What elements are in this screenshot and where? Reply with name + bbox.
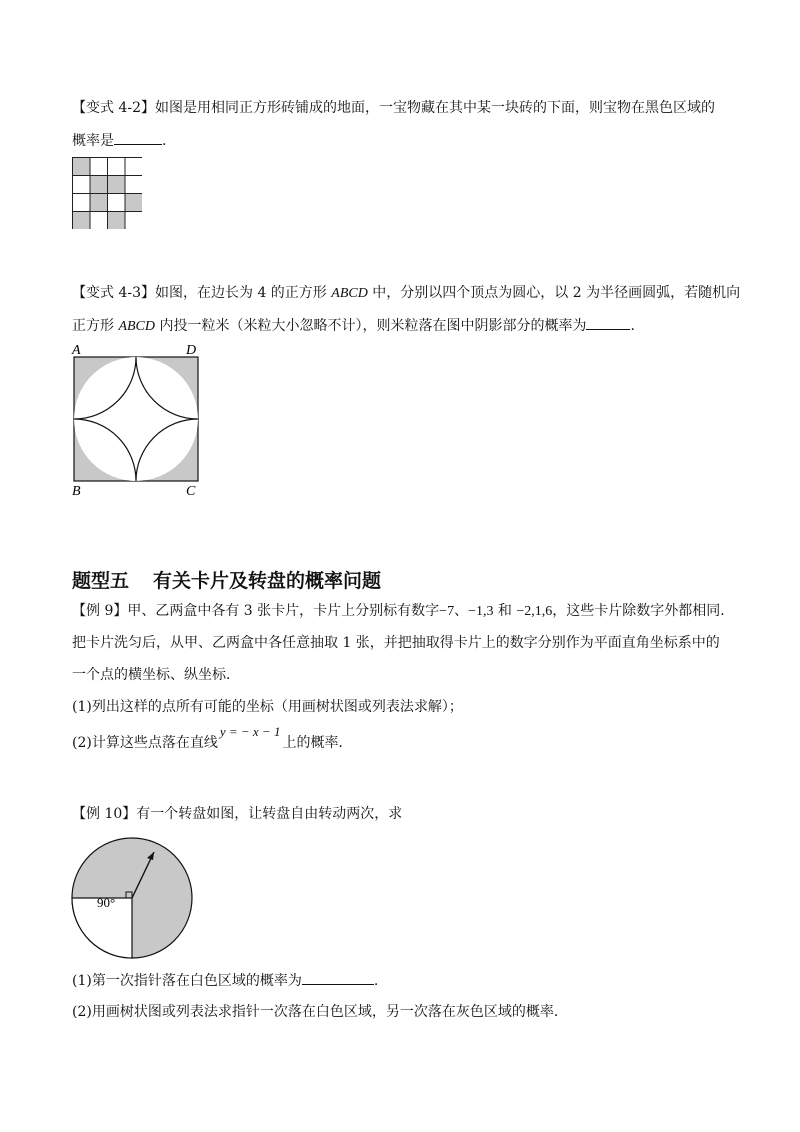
- label-c: C: [186, 484, 196, 498]
- example-10-tag: 【例 10】: [72, 806, 137, 822]
- spinner-figure: [70, 836, 194, 960]
- answer-blank: [114, 130, 162, 145]
- example-10-text: 有一个转盘如图，让转盘自由转动两次，求: [136, 806, 403, 822]
- shaded-tile: [90, 194, 108, 212]
- white-tile: [125, 176, 142, 194]
- variant-4-2-line1: [72, 98, 715, 118]
- white-tile: [90, 212, 108, 230]
- shaded-tile: [125, 194, 142, 212]
- section-title: 有关卡片及转盘的概率问题: [153, 570, 382, 592]
- tile-grid-figure: [72, 157, 142, 229]
- line-equation: y = − x − 1: [219, 724, 281, 739]
- example-10-q1: [72, 970, 378, 991]
- example-9-q2-text-b: 上的概率．: [282, 735, 353, 751]
- section-heading: [72, 566, 381, 593]
- example-10-line1: [72, 804, 402, 824]
- section-number: 题型五: [72, 570, 130, 592]
- angle-label: 90°: [97, 895, 116, 910]
- example-9-line3: 一个点的横坐标、纵坐标．: [72, 667, 240, 683]
- example-9-tag: 【例 9】: [72, 603, 128, 619]
- square-arcs-figure: [68, 342, 208, 498]
- and-text: 和: [497, 603, 512, 619]
- shaded-tile: [108, 176, 126, 194]
- white-tile: [73, 176, 91, 194]
- white-tile: [90, 158, 108, 176]
- variant-4-3-end: .: [630, 318, 635, 334]
- variant-4-2-prompt: 概率是: [72, 133, 114, 149]
- variant-4-3-line2: [72, 315, 635, 337]
- answer-blank-2: [586, 315, 630, 330]
- white-tile: [125, 158, 142, 176]
- white-tile: [73, 194, 91, 212]
- variant-4-3-text-a: 如图，在边长为 4 的正方形: [155, 285, 327, 301]
- white-tile: [108, 194, 126, 212]
- variant-4-3-text-d: 内投一粒米（米粒大小忽略不计），则米粒落在图中阴影部分的概率为: [159, 318, 587, 334]
- square-name-2: ABCD: [118, 319, 156, 334]
- example-9-q1: (1)列出这样的点所有可能的坐标（用画树状图或列表法求解）；: [72, 699, 463, 715]
- shaded-tile: [73, 212, 91, 230]
- example-9-q2-text-a: (2)计算这些点落在直线: [72, 735, 218, 751]
- variant-4-3-line1: [72, 283, 740, 304]
- example-10-q2: (2)用画树状图或列表法求指针一次落在白色区域，另一次落在灰色区域的概率．: [72, 1004, 568, 1020]
- white-center-region: [74, 357, 198, 481]
- variant-4-2-end: .: [162, 133, 167, 149]
- example-9-q2: [72, 724, 353, 753]
- shaded-tile: [73, 158, 91, 176]
- example-10-q1-end: .: [373, 973, 379, 989]
- variant-4-2-tag: 【变式 4-2】: [72, 100, 155, 116]
- example-9-text-b: ，这些卡片除数字外都相同．: [552, 603, 735, 619]
- shaded-tile: [90, 176, 108, 194]
- variant-4-2-line2: [72, 130, 166, 151]
- number-set-2: −2,1,6: [516, 604, 553, 619]
- variant-4-2-text: 如图是用相同正方形砖铺成的地面，一宝物藏在其中某一块砖的下面，则宝物在黑色区域的: [155, 100, 715, 116]
- label-a: A: [72, 343, 81, 358]
- variant-4-3-tag: 【变式 4-3】: [72, 285, 155, 301]
- label-d: D: [186, 343, 197, 358]
- shaded-tile: [108, 212, 126, 230]
- white-tile: [125, 212, 142, 230]
- example-10-q1-text: (1)第一次指针落在白色区域的概率为: [72, 973, 302, 989]
- answer-blank-3: [302, 970, 374, 985]
- white-tile: [108, 158, 126, 176]
- label-b: B: [72, 484, 81, 498]
- variant-4-3-text-c: 正方形: [72, 318, 114, 334]
- variant-4-3-text-b: 中，分别以四个顶点为圆心，以 2 为半径画圆弧，若随机向: [372, 285, 741, 301]
- square-name: ABCD: [331, 286, 368, 301]
- example-9-text-a: 甲、乙两盒中各有 3 张卡片，卡片上分别标有数字: [127, 603, 440, 619]
- number-set-1: −7、−1,3: [439, 604, 494, 619]
- example-9-line1: [72, 601, 734, 622]
- example-9-line2: 把卡片洗匀后，从甲、乙两盒中各任意抽取 1 张，并把抽取得卡片上的数字分别作为平面直角坐标系中的: [72, 635, 720, 651]
